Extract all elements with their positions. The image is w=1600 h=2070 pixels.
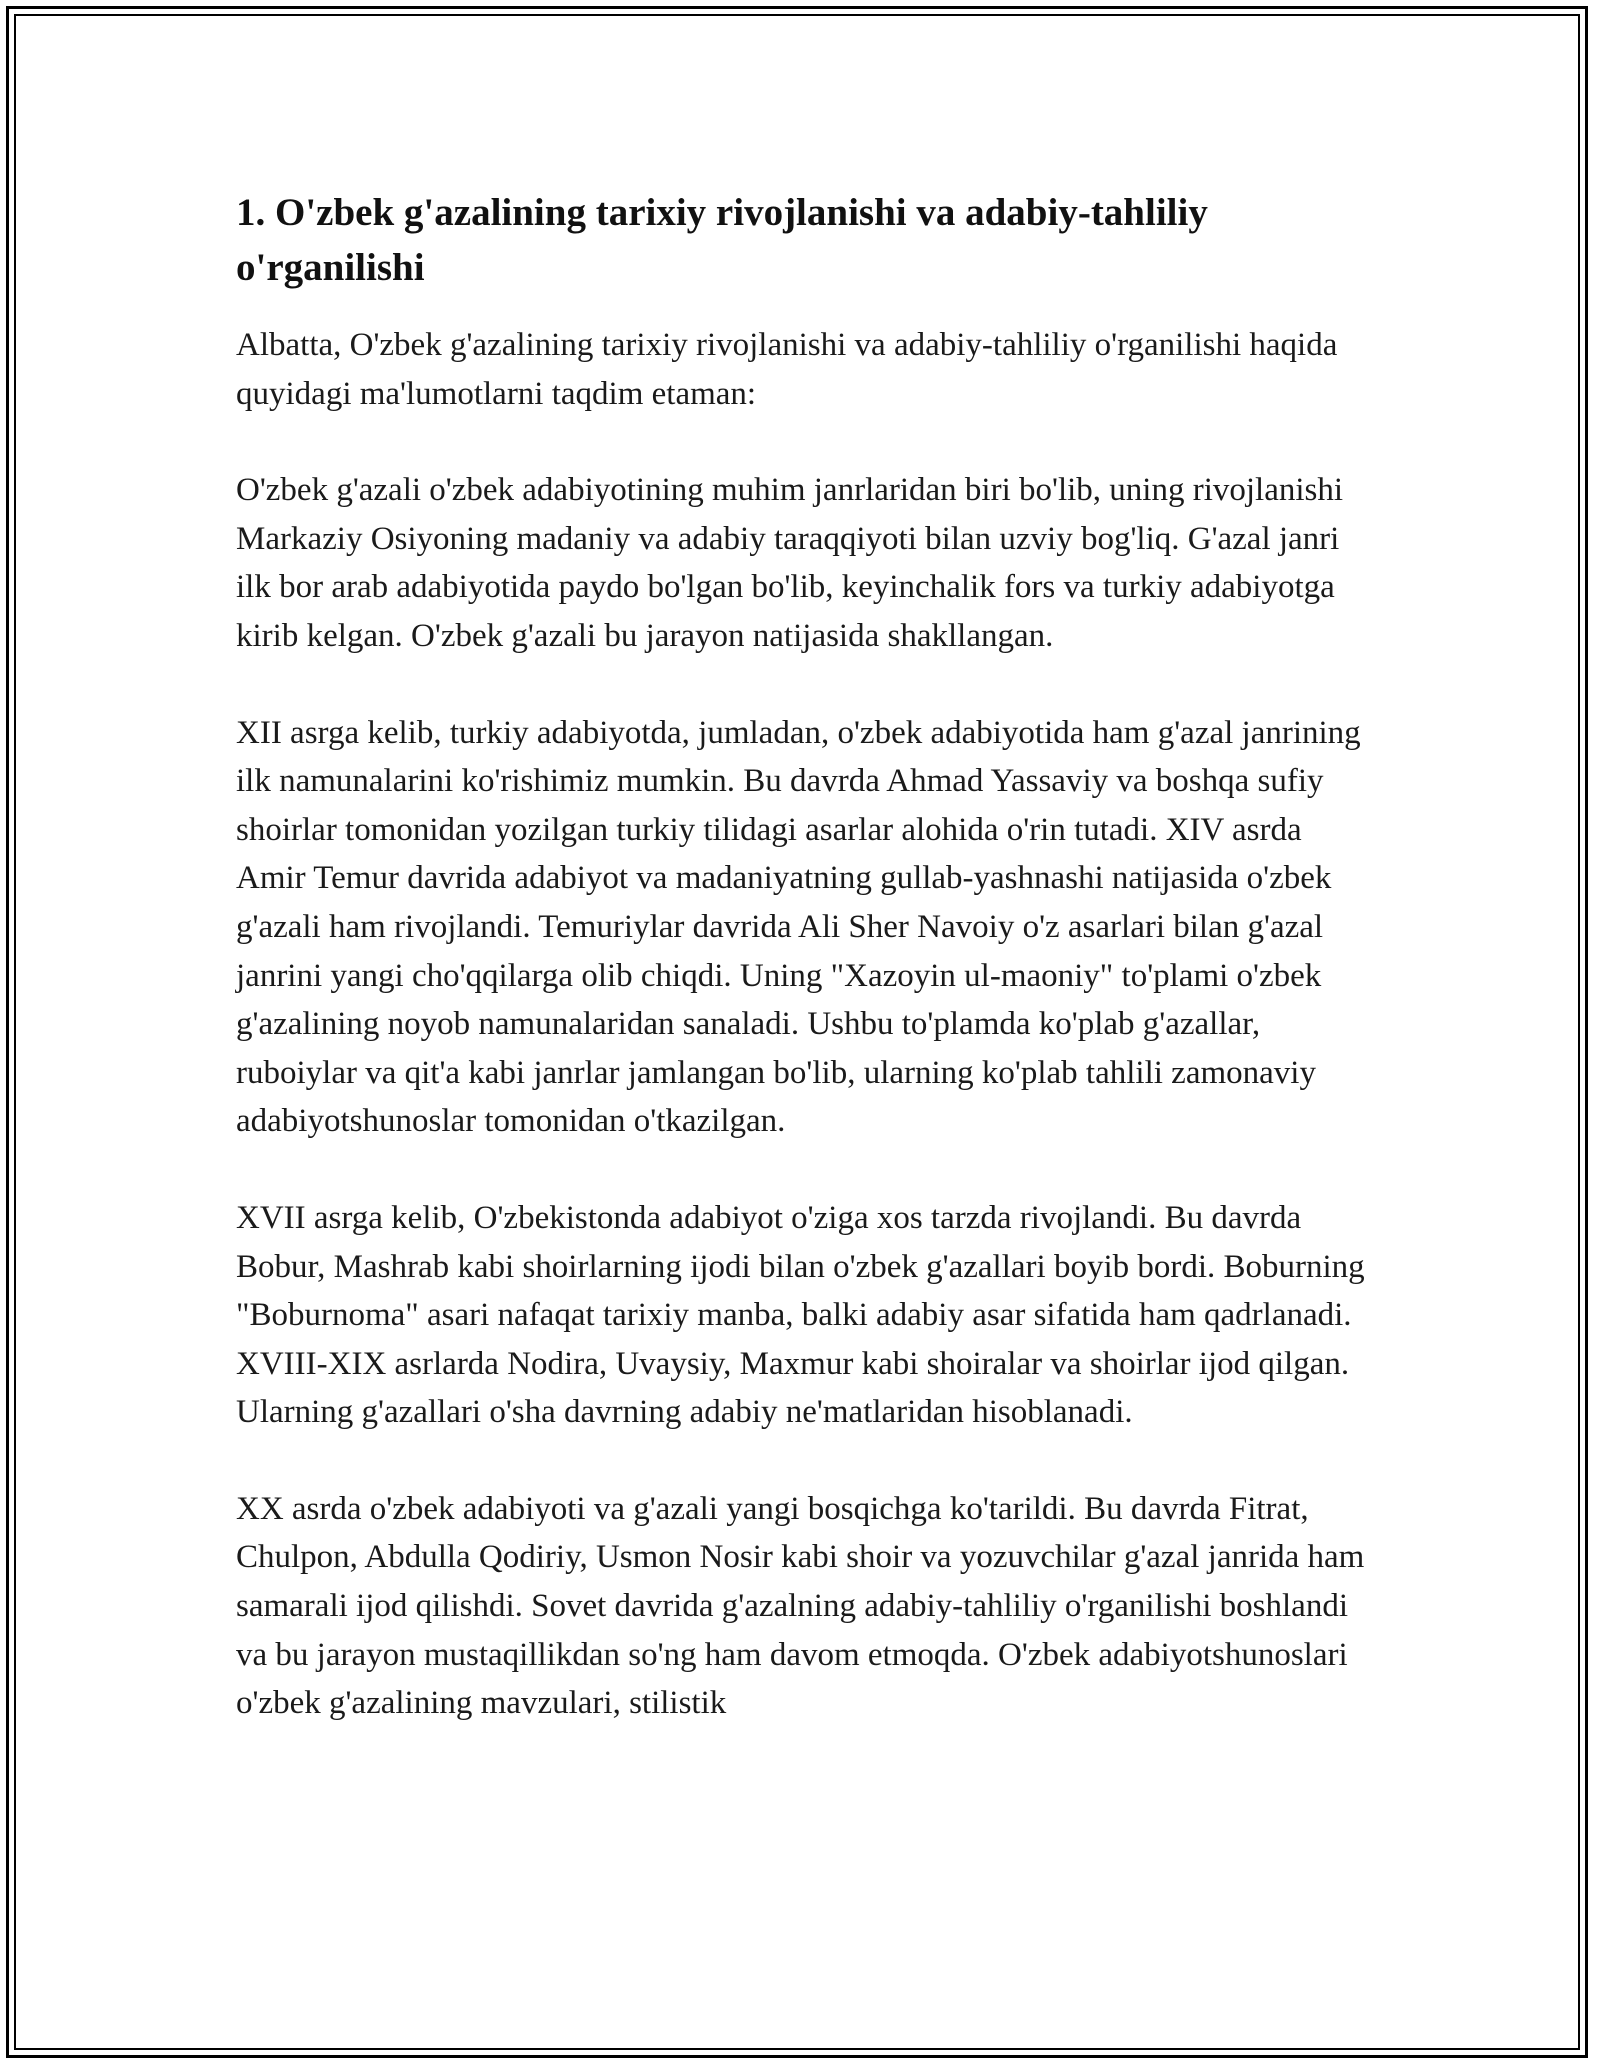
document-body [236,185,1376,1776]
paragraph-origins: O'zbek g'azali o'zbek adabiyotining muhim janrlaridan biri bo'lib, uning rivojlanishi Markaziy Osiyoning madaniy va adabiy taraqqiyoti bilan uzviy bog'liq. G'azal janri ilk bor arab adabiyotida paydo bo'lgan bo'lib, keyinchalik fors va turkiy adabiyotga kirib kelgan. O'zbek g'azali bu jarayon natijasida shakllangan. [236,472,1344,654]
paragraph-intro: Albatta, O'zbek g'azalining tarixiy rivojlanishi va adabiy-tahliliy o'rganilishi haqida quyidagi ma'lumotlarni taqdim etaman: [236,327,1338,412]
paragraph-xii-century: XII asrga kelib, turkiy adabiyotda, jumladan, o'zbek adabiyotida ham g'azal janrining ilk namunalarini ko'rishimiz mumkin. Bu davrda Ahmad Yassaviy va boshqa sufiy shoirlar tomonidan yozilgan turkiy tilidagi asarlar alohida o'rin tutadi. XIV asrda Amir Temur davrida adabiyot va madaniyatning gullab-yashnashi natijasida o'zbek g'azali ham rivojlandi. Temuriylar davrida Ali Sher Navoiy o'z asarlari bilan g'azal janrini yangi cho'qqilarga olib chiqdi. Uning "Xazoyin ul-maoniy" to'plami o'zbek g'azalining noyob namunalaridan sanaladi. Ushbu to'plamda ko'plab g'azallar, ruboiylar va qit'a kabi janrlar jamlangan bo'lib, ularning ko'plab tahlili zamonaviy adabiyotshunoslar tomonidan o'tkazilgan. [236,714,1361,1140]
section-heading: 1. O'zbek g'azalining tarixiy rivojlanishi va adabiy-tahliliy o'rganilishi [236,191,1208,289]
paragraph-xvii-century: XVII asrga kelib, O'zbekistonda adabiyot o'ziga xos tarzda rivojlandi. Bu davrda Bobur, Mashrab kabi shoirlarning ijodi bilan o'zbek g'azallari boyib bordi. Boburning "Boburnoma" asari nafaqat tarixiy manba, balki adabiy asar sifatida ham qadrlanadi. XVIII-XIX asrlarda Nodira, Uvaysiy, Maxmur kabi shoiralar va shoirlar ijod qilgan. Ularning g'azallari o'sha davrning adabiy ne'matlaridan hisoblanadi. [236,1199,1365,1431]
paragraph-xx-century: XX asrda o'zbek adabiyoti va g'azali yangi bosqichga ko'tarildi. Bu davrda Fitrat, Chulpon, Abdulla Qodiriy, Usmon Nosir kabi shoir va yozuvchilar g'azal janrida ham samarali ijod qilishdi. Sovet davrida g'azalning adabiy-tahliliy o'rganilishi boshlandi va bu jarayon mustaqillikdan so'ng ham davom etmoqda. O'zbek adabiyotshunoslari o'zbek g'azalining mavzulari, stilistik [236,1490,1365,1722]
